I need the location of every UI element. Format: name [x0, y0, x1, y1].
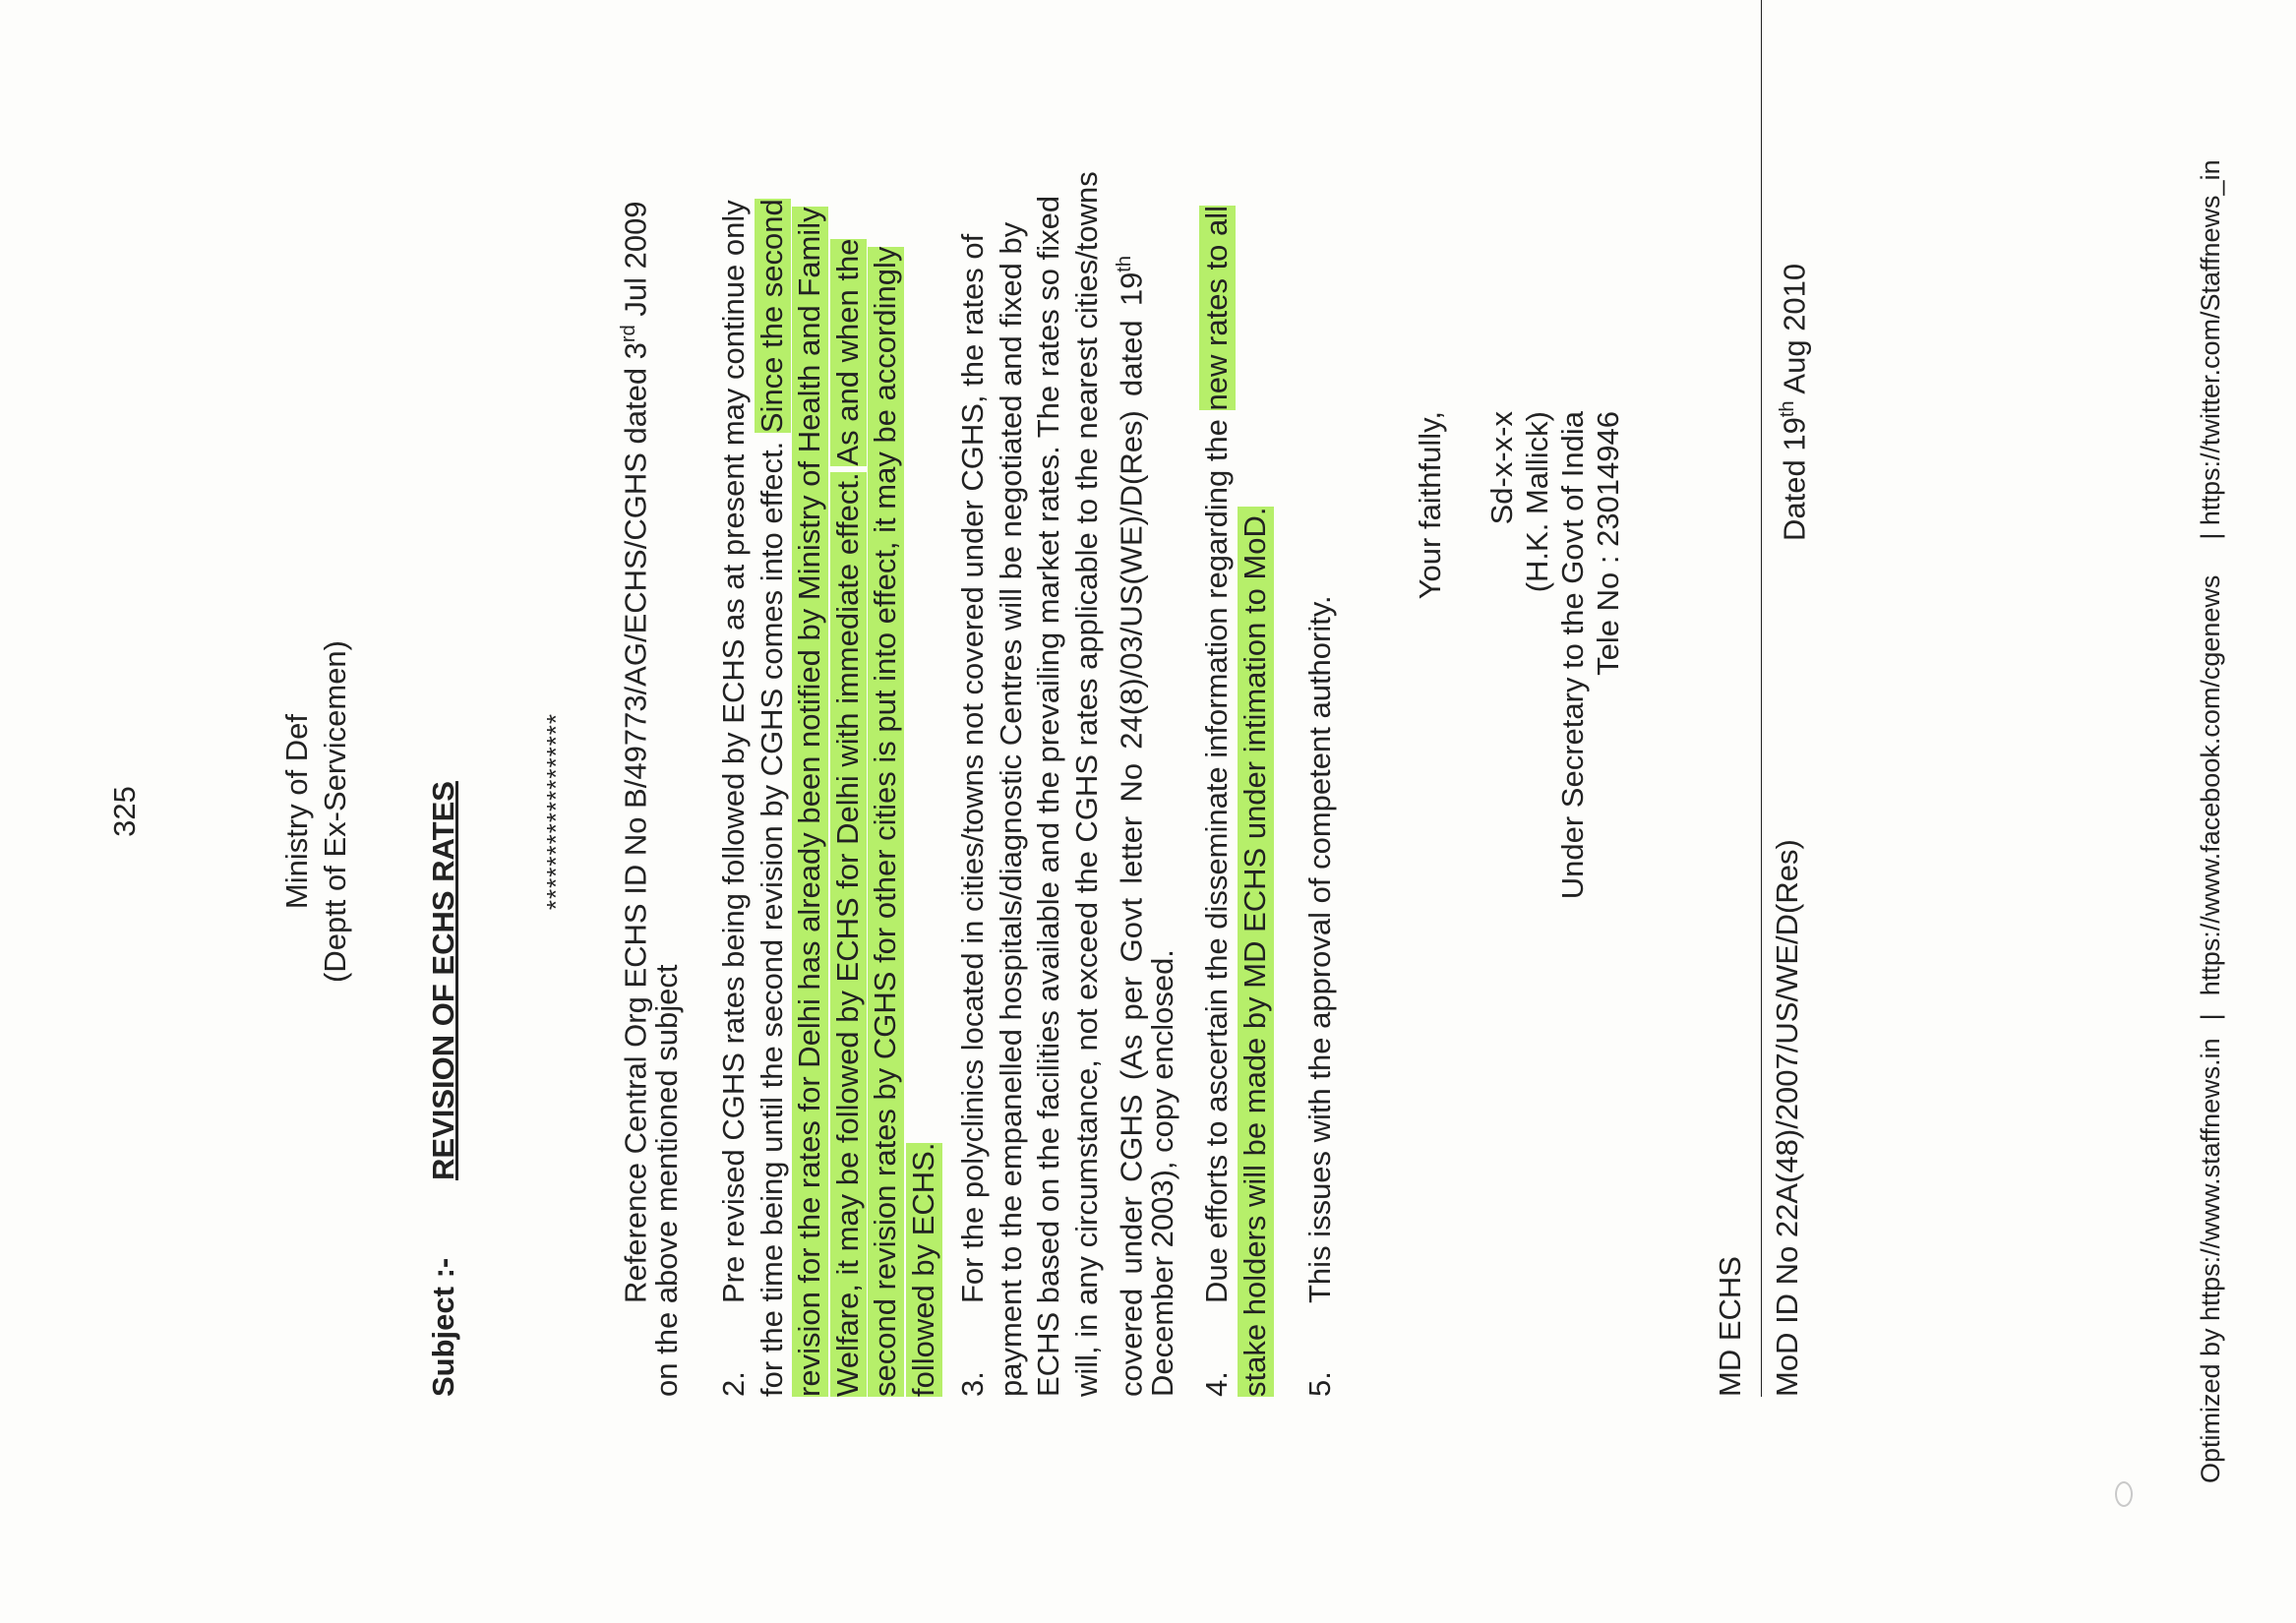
- paragraph-4-number: 4.: [1199, 1371, 1234, 1397]
- reference-text: Reference Central Org ECHS ID No B/49773/AG/ECHS/CGHS dated 3: [618, 342, 653, 1303]
- p2-highlight-2: revision for the rates for Delhi has already been notified by Ministry of Health and Family: [792, 207, 827, 1397]
- p3-line1: For the polyclinics located in cities/towns not covered under CGHS, the rates of: [955, 233, 990, 1303]
- p2-highlight-4: As and when the: [829, 238, 865, 466]
- letter-date-sup: th: [1777, 400, 1798, 418]
- signatory-tele: Tele No : 23014946: [1591, 411, 1625, 676]
- p3-line5-sup: th: [1114, 256, 1136, 272]
- letter-header: [277, 0, 354, 1623]
- letter-date-suffix: Aug 2010: [1777, 263, 1812, 401]
- reference-text-line2: on the above mentioned subject: [648, 964, 684, 1397]
- optimized-separator: |: [2196, 1013, 2225, 1021]
- paragraph-4: [1198, 205, 1274, 1397]
- paragraph-3-number: 3.: [955, 1371, 990, 1397]
- closing-text: Your faithfully,: [1413, 411, 1447, 600]
- p2-highlight-5: second revision rates by CGHS for other cities is put into effect, it may be accordingly: [868, 246, 903, 1397]
- p4-line1: Due efforts to ascertain the disseminate information regarding the: [1199, 419, 1234, 1303]
- paragraph-5-number: 5.: [1302, 1371, 1337, 1397]
- p3-line3: ECHS based on the facilities available and the prevailing market rates. The rates so fixed: [1031, 195, 1066, 1397]
- p2-line1: Pre revised CGHS rates being followed by ECHS as at present may continue only: [716, 200, 751, 1303]
- paragraph-3: [954, 171, 1182, 1397]
- p3-line4: will, in any circumstance, not exceed the CGHS rates applicable to the nearest cities/towns: [1068, 171, 1104, 1397]
- signatory-name: (H.K. Mallick): [1520, 411, 1554, 593]
- letter-date: [1769, 264, 1814, 541]
- paragraph-2: [715, 199, 943, 1397]
- subject-label: Subject :-: [426, 1257, 460, 1397]
- p3-line6: December 2003), copy enclosed.: [1144, 949, 1179, 1397]
- paragraph-2-number: 2.: [716, 1371, 751, 1397]
- reference-text-end: Jul 2009: [618, 201, 653, 326]
- reference-paragraph: [610, 201, 686, 1397]
- p2-highlight-1: Since the second: [754, 199, 789, 434]
- p2-highlight-3: Welfare, it may be followed by ECHS for Delhi with immediate effect.: [829, 472, 865, 1397]
- signature-sd: Sd-x-x-x: [1484, 411, 1519, 525]
- p2-line2a: for the time being until the second revision by CGHS comes into effect.: [754, 441, 789, 1397]
- letter-date-prefix: Dated 19: [1777, 417, 1812, 541]
- recipient: MD ECHS: [1713, 1256, 1747, 1397]
- separator-stars: ******************: [541, 712, 571, 911]
- paper-speck: [2115, 1481, 2133, 1507]
- optimized-facebook-link[interactable]: https://www.facebook.com/cgenews: [2196, 574, 2225, 996]
- page-number: 325: [107, 786, 142, 837]
- optimized-twitter-link[interactable]: | https://twitter.com/Staffnews_in: [2196, 159, 2225, 540]
- p4-highlight-2: stake holders will be made by MD ECHS under intimation to MoD.: [1237, 507, 1272, 1397]
- p3-line5: covered under CGHS (As per Govt letter No 24(8)/03/US(WE)/D(Res) dated 19: [1114, 271, 1149, 1397]
- footer-rule: [1761, 0, 1762, 1397]
- ministry-name: Ministry of Def: [279, 713, 314, 910]
- p5-line1: This issues with the approval of competent authority.: [1302, 595, 1337, 1303]
- optimized-staffnews-link[interactable]: Optimized by https://www.staffnews.in: [2196, 1038, 2225, 1483]
- p2-highlight-6: followed by ECHS.: [905, 1142, 940, 1397]
- reference-sup: rd: [618, 325, 639, 343]
- department-name: (Deptt of Ex-Servicemen): [318, 640, 352, 983]
- optimized-by-line: [2192, 159, 2230, 1483]
- paragraph-5: [1301, 256, 1340, 1397]
- subject-title: REVISION OF ECHS RATES: [426, 781, 460, 1180]
- closing-block: [1412, 411, 1447, 599]
- p4-highlight-1: new rates to all: [1199, 205, 1234, 411]
- signatory-designation: Under Secretary to the Govt of India: [1555, 411, 1590, 900]
- reference-id: MoD ID No 22A(48)/2007/US/WE/D(Res): [1770, 839, 1804, 1397]
- p3-line2: payment to the empanelled hospitals/diagnostic Centres will be negotiated and fixed by: [993, 221, 1028, 1397]
- signature-block: [1483, 411, 1625, 899]
